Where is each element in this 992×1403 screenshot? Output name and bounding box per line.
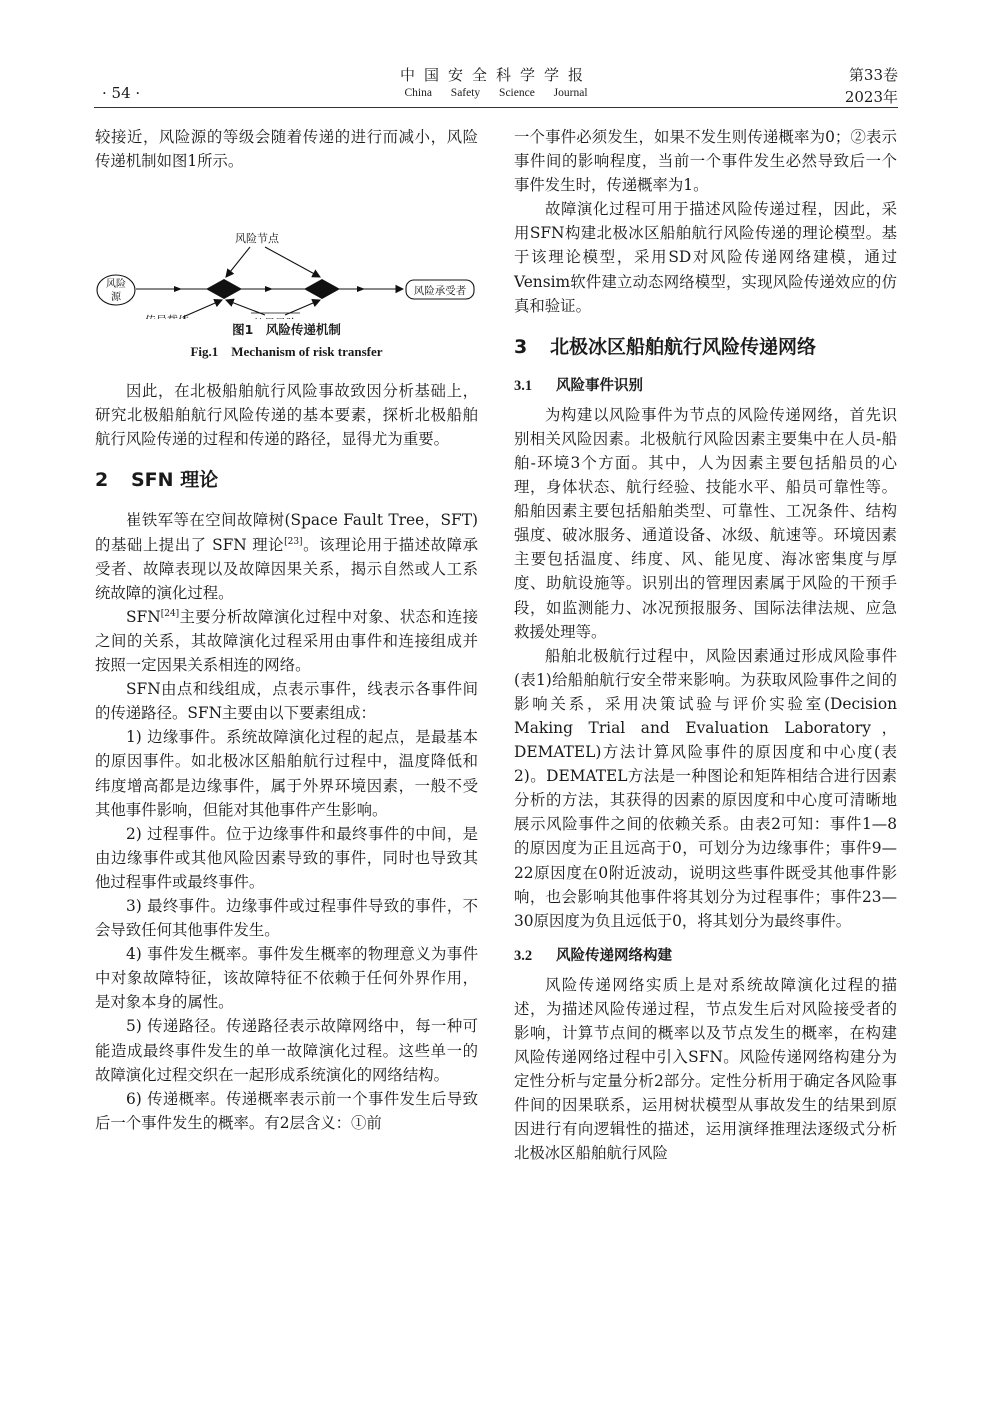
subsection-title: 风险传递网络构建 (556, 947, 672, 964)
list-item: 2) 过程事件。位于边缘事件和最终事件的中间，是由边缘事件或其他风险因素导致的事件，同时也导致其他过程事件或最终事件。 (95, 824, 478, 891)
page-number: · 54 · (102, 84, 141, 102)
list-item: 1) 边缘事件。系统故障演化过程的起点，是最基本的原因事件。如北极冰区船舶航行过程中，温度降低和纬度增高都是边缘事件，属于外界环境因素，一般不受其他事件影响，但能对其他事件产生影响。 (95, 728, 478, 819)
journal-title-cn: 中国安全科学学报 (399, 66, 592, 84)
paragraph: 因此，在北极船舶航行风险事故致因分析基础上，研究北极船舶航行风险传递的基本要素，探析北极船舶航行风险传递的过程和传递的路径，显得尤为重要。 (95, 382, 478, 449)
subsection-heading-3-2 (514, 945, 897, 967)
paragraph: 较接近，风险源的等级会随着传递的进行而减小，风险传递机制如图1所示。 (95, 128, 478, 171)
left-column (95, 125, 478, 1135)
subsection-heading-3-1 (514, 375, 897, 397)
text-span: 崔铁军等在空间故障树(Space Fault Tree，SFT)的基础上提出了 SFN 理论 (95, 511, 478, 554)
label-carrier (145, 313, 189, 319)
section-number: 2 (95, 469, 109, 492)
flow-arrow (174, 286, 182, 292)
figure-caption-cn: 图1 风险传递机制 (232, 322, 341, 338)
paragraph: SFN由点和线组成，点表示事件，线表示各事件间的传递路径。SFN主要由以下要素组成： (95, 680, 478, 723)
paragraph (95, 508, 478, 604)
section-heading-3 (514, 334, 897, 360)
paragraph: 船舶北极航行过程中，风险因素通过形成风险事件(表1)给船舶航行安全带来影响。为获取风险事件之间的影响关系，采用决策试验与评价实验室(Decision Making Trial and Evaluation Laboratory，DEMATEL)方法计算风险事件的原因度和中心度(表2)。DEMATEL方法是一种图论和矩阵相结合进行因素分析的方法，其获得的因素的原因度和中心度可清晰地展示风险事件之间的依赖关系。由表2可知：事件1—8的原因度为正且远高于0，可划分为边缘事件；事件9—22原因度在0附近波动，说明这些事件既受其他事件影响，也会影响其他事件将其划分为过程事件；事件23—30原因度为负且远低于0，将其划分为最终事件。 (514, 646, 897, 930)
top-link-left (226, 247, 250, 277)
subsection-number: 3.1 (514, 377, 533, 394)
risk-transfer-diagram (95, 179, 478, 319)
list-item: 6) 传递概率。传递概率表示前一个事件发生后导致后一个事件发生的概率。有2层含义：①前 (95, 1089, 478, 1132)
section-title: SFN 理论 (131, 469, 219, 492)
right-column (514, 125, 897, 1166)
citation: [23] (284, 536, 303, 547)
list-item: 5) 传递路径。传递路径表示故障网络中，每一种可能造成最终事件发生的单一故障演化过程。这些单一的故障演化过程交织在一起形成系统演化的网络结构。 (95, 1017, 478, 1084)
risk-node-diamond-2 (304, 279, 340, 299)
text-span: 。该理论用于描述故障承受者、故障表现以及故障因果关系，揭示自然或人工系统故障的演化过程。 (95, 535, 478, 602)
section-heading-2 (95, 467, 478, 493)
volume: 第33卷 (848, 66, 898, 84)
year: 2023年 (844, 88, 898, 106)
page-header (94, 62, 898, 106)
label-risk-receiver: 风险承受者 (413, 285, 467, 298)
paragraph: 风险传递网络实质上是对系统故障演化过程的描述，为描述风险传递过程，节点发生后对风险接受者的影响，计算节点间的概率以及节点发生的概率，在构建风险传递网络过程中引入SFN。风险传递网络构建分为定性分析与定量分析2部分。定性分析用于确定各风险事件间的因果联系，运用树状模型从事故发生的结果到原因进行有向逻辑性的描述，运用演绎推理法逐级式分析北极冰区船舶航行风险 (514, 975, 897, 1163)
risk-node-diamond-1 (206, 279, 242, 299)
citation: [24] (160, 608, 180, 619)
section-title: 北极冰区船舶航行风险传递网络 (550, 335, 817, 358)
label-risk-node: 风险节点 (235, 232, 279, 246)
paragraph (95, 605, 478, 677)
list-item: 3) 最终事件。边缘事件或过程事件导致的事件，不会导致任何其他事件发生。 (95, 896, 478, 940)
flow-arrow (357, 286, 365, 292)
label-risk-source-2: 源 (111, 292, 121, 304)
paragraph: 为构建以风险事件为节点的风险传递网络，首先识别相关风险因素。北极航行风险因素主要集中在人员-船舶-环境3个方面。其中，人为因素主要包括船员的心理，身体状态、航行经验、技能水平、船员可靠性等。船舶因素主要包括船舶类型、可靠性、工况条件、结构强度、破冰服务、通道设备、冰级、航速等。环境因素主要包括温度、纬度、风、能见度、海冰密集度与厚度、助航设施等。识别出的管理因素属于风险的干预手段，如监测能力、冰况预报服务、国际法律法规、应急救援处理等。 (514, 405, 897, 641)
list-item: 4) 事件发生概率。事件发生概率的物理意义为事件中对象故障特征，该故障特征不依赖于任何外界作用，是对象本身的属性。 (95, 945, 478, 1012)
label-risk-source: 风险 (106, 279, 126, 291)
text-span: SFN (126, 607, 161, 626)
subsection-number: 3.2 (514, 947, 533, 964)
section-number: 3 (514, 335, 528, 358)
figure-risk-transfer (95, 179, 478, 319)
paragraph: 一个事件必须发生，如果不发生则传递概率为0；②表示事件间的影响程度，当前一个事件发生必然导致后一个事件发生时，传递概率为1。 (514, 128, 897, 195)
paragraph: 故障演化过程可用于描述风险传递过程，因此，采用SFN构建北极冰区船舶航行风险传递的理论模型。基于该理论模型，采用SD对风险传递网络建模，通过Vensim软件建立动态网络模型，实现风险传递效应的仿真和验证。 (514, 200, 897, 315)
text-span: 主要分析故障演化过程中对象、状态和连接之间的关系，其故障演化过程采用由事件和连接组成并按照一定因果关系相连的网络。 (95, 607, 478, 675)
top-link-right (265, 247, 320, 277)
flow-arrow (265, 286, 273, 292)
header-rule (94, 107, 898, 108)
external-link-left (226, 300, 265, 315)
label-external-risk (253, 316, 297, 319)
figure-caption-en: Fig.1 Mechanism of risk transfer (190, 344, 383, 360)
subsection-title: 风险事件识别 (556, 377, 643, 394)
carrier-link (183, 300, 222, 317)
journal-title-en: China Safety Science Journal (404, 87, 588, 99)
external-link-right (285, 300, 320, 315)
